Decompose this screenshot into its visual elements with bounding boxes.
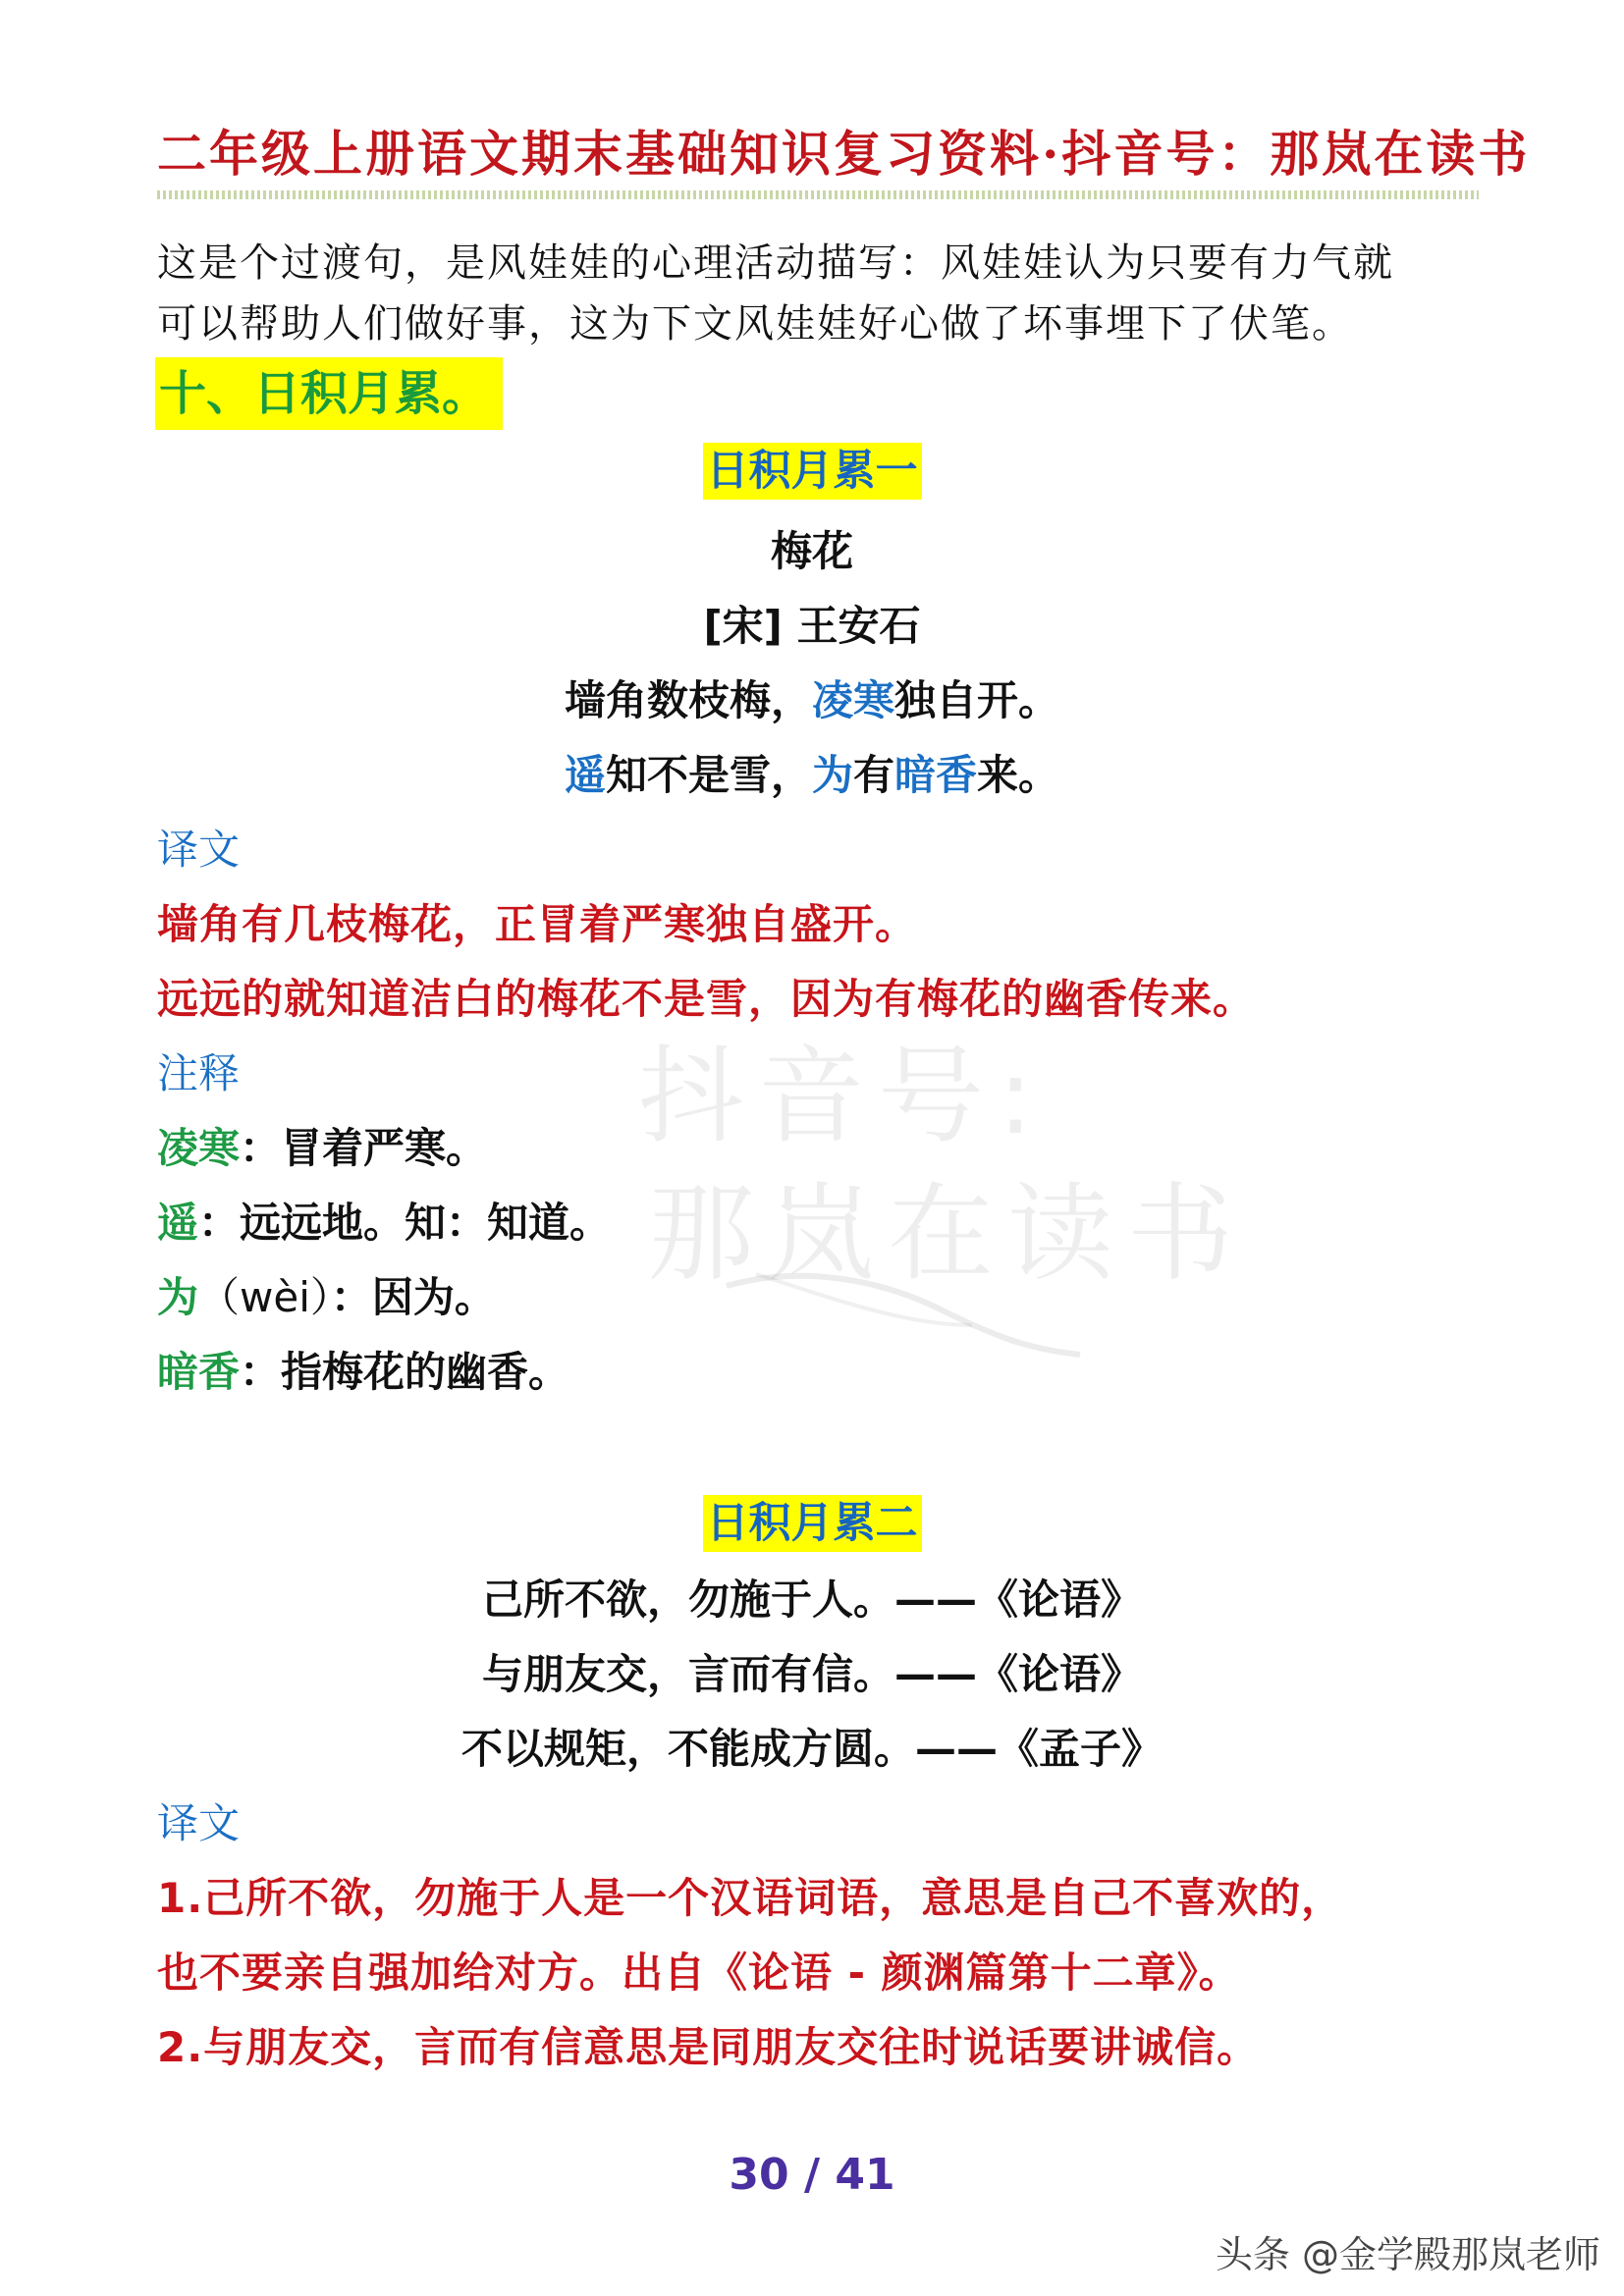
watermark-line-2: 那岚在读书 <box>648 1173 1248 1296</box>
part1-translation-line-2: 远远的就知道洁白的梅花不是雪，因为有梅花的幽香传来。 <box>157 975 1256 1023</box>
note-text: ：冒着严寒。 <box>240 1124 488 1172</box>
part2-heading-row <box>0 1494 1624 1553</box>
note-item <box>157 1119 487 1178</box>
header-divider <box>157 190 1479 199</box>
part1-heading-row <box>0 442 1624 501</box>
part2-heading: 日积月累二 <box>703 1495 922 1552</box>
poem-line-2-b: 知不是雪， <box>605 751 812 799</box>
poem-line-2-key-3: 暗香 <box>894 751 978 799</box>
note-text: ：因为。 <box>330 1273 496 1321</box>
footer-credit: 头条 @金学殿那岚老师 <box>1215 2233 1600 2276</box>
part2-translation-line-3: 2.与朋友交，言而有信意思是同朋友交往时说话要讲诚信。 <box>157 2023 1260 2071</box>
poem-line-2-d: 有 <box>853 751 895 799</box>
intro-line-2: 可以帮助人们做好事，这为下文风娃娃好心做了坏事埋下了伏笔。 <box>157 301 1353 347</box>
poem-line-1 <box>0 671 1624 730</box>
poem-title: 梅花 <box>770 527 853 575</box>
part1-heading: 日积月累一 <box>703 443 922 500</box>
part2-translation-line-2: 也不要亲自强加给对方。出自《论语 - 颜渊篇第十二章》。 <box>157 1949 1241 1997</box>
note-text: ：指梅花的幽香。 <box>240 1348 570 1396</box>
section-title: 十、日积月累。 <box>155 357 503 430</box>
part1-translation-label: 译文 <box>157 826 241 874</box>
brush-watermark-icon <box>717 1256 1090 1364</box>
poem-line-2 <box>0 746 1624 805</box>
page-header-title: 二年级上册语文期末基础知识复习资料·抖音号：那岚在读书 <box>157 125 1531 183</box>
poem-line-1-c: 独自开。 <box>894 676 1060 724</box>
note-term: 凌寒 <box>157 1124 241 1172</box>
page-number: 30 / 41 <box>729 2150 895 2200</box>
poem-author: [宋] 王安石 <box>703 602 921 650</box>
note-text: ：远远地。知：知道。 <box>198 1199 612 1247</box>
note-item <box>157 1194 611 1253</box>
intro-line-1: 这是个过渡句，是风娃娃的心理活动描写：风娃娃认为只要有力气就 <box>157 240 1394 286</box>
poem-line-1-a: 墙角数枝梅， <box>564 676 812 724</box>
quote-line-3: 不以规矩，不能成方圆。——《孟子》 <box>460 1725 1163 1773</box>
note-term: 暗香 <box>157 1348 241 1396</box>
note-term: 遥 <box>157 1199 199 1247</box>
notes-label: 注释 <box>157 1049 241 1097</box>
note-item <box>157 1268 496 1327</box>
part1-translation-line-1: 墙角有几枝梅花，正冒着严寒独自盛开。 <box>157 900 918 948</box>
note-term: 为 <box>157 1273 199 1321</box>
poem-line-2-key-1: 遥 <box>564 751 606 799</box>
quote-line-2: 与朋友交，言而有信。——《论语》 <box>481 1650 1142 1698</box>
watermark <box>628 1011 1248 1384</box>
part2-translation-line-1: 1.己所不欲，勿施于人是一个汉语词语，意思是自己不喜欢的， <box>157 1874 1344 1922</box>
note-pinyin: （wèi） <box>198 1273 331 1321</box>
quote-line-1: 己所不欲，勿施于人。——《论语》 <box>481 1575 1142 1624</box>
part2-translation-label: 译文 <box>157 1799 241 1847</box>
note-item <box>157 1343 569 1402</box>
poem-line-2-f: 来。 <box>977 751 1060 799</box>
poem-line-2-key-2: 为 <box>811 751 853 799</box>
poem-line-1-key: 凌寒 <box>811 676 894 724</box>
watermark-line-1: 抖音号: <box>638 1036 1048 1158</box>
